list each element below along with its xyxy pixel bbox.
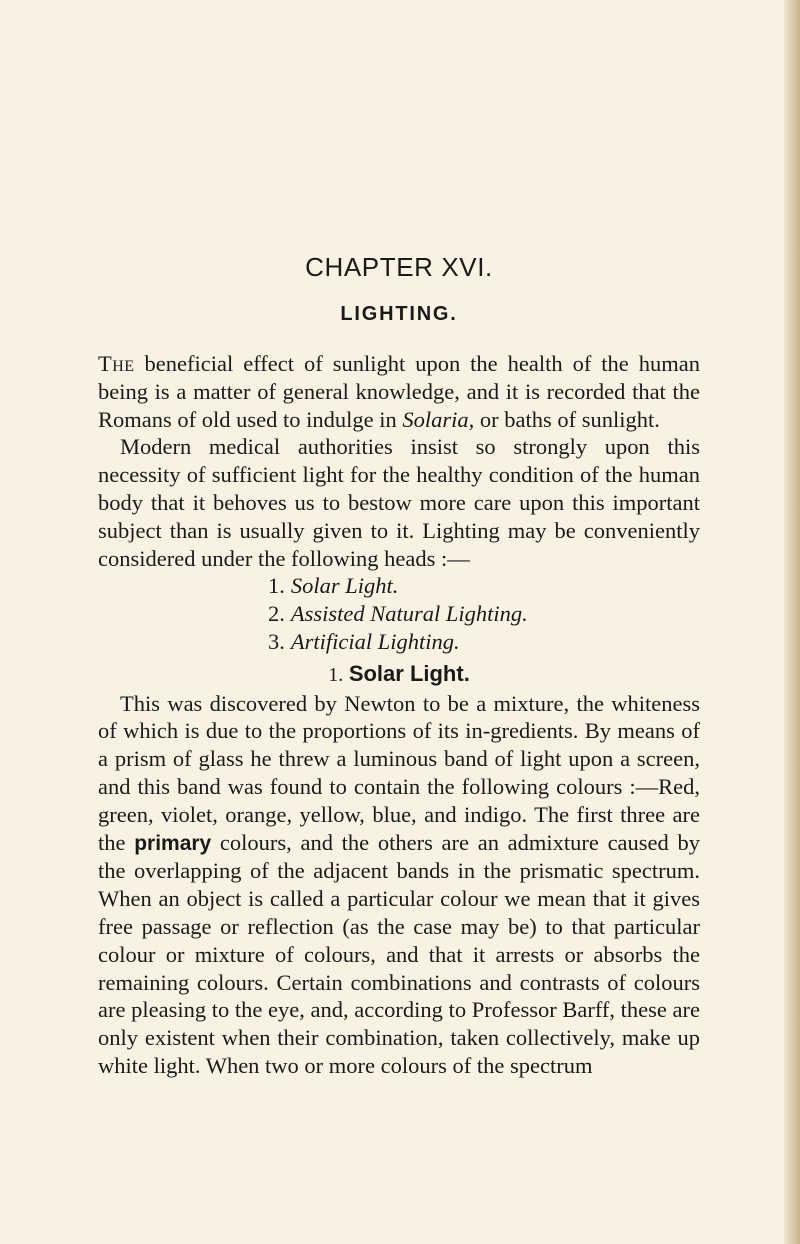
list-item-label: Solar Light. — [290, 573, 399, 599]
solar-light-heading — [98, 660, 700, 690]
chapter-title: CHAPTER XVI. — [305, 252, 493, 282]
intro-tail: or baths of sunlight. — [474, 406, 660, 432]
intro-text: beneficial effect of sunlight upon the health of the human being is a matter of general knowledge, and it is recorded that the Romans of old used to indulge in — [98, 351, 700, 432]
solar-heading-number: 1. — [328, 663, 344, 686]
list-item-number: 2. — [268, 601, 285, 627]
solar-heading-text: Solar Light. — [348, 660, 470, 686]
page-text — [98, 252, 700, 1080]
solaria-italic: Solaria, — [402, 406, 475, 432]
solar-text-a: This was discovered by Newton to be a mixture, the whiteness of which is due to the proportions of its in-gredients. By means of a prism of glass he threw a luminous band of light upon a screen, and this band was found to contain the following colours :—Red, green, violet, orange, yellow, blue, and indigo. The first three are the — [98, 690, 700, 855]
list-item — [268, 600, 700, 628]
list-item-label: Artificial Lighting. — [290, 628, 460, 654]
list-item-label: Assisted Natural Lighting. — [290, 601, 528, 627]
list-item-number: 1. — [268, 573, 285, 599]
list-item-number: 3. — [268, 628, 285, 654]
section-title: LIGHTING. — [340, 303, 458, 325]
list-item — [268, 628, 700, 656]
list-item — [268, 572, 700, 600]
intro-paragraph-1 — [98, 350, 700, 433]
intro-paragraph-2: Modern medical authorities insist so strongly upon this necessity of sufficient light for the healthy condition of the human body that it behoves us to bestow more care upon this important subject than is usually given to it. Lighting may be conveniently considered under the following heads :— — [98, 434, 700, 571]
solar-paragraph — [98, 690, 700, 1080]
lead-word: The — [98, 351, 135, 376]
solar-text-b: colours, and the others are an admixture caused by the overlapping of the adjacent bands in the prismatic spectrum. When an object is called a particular colour we mean that it gives free passage or reflection (as the case may be) to that particular colour or mixture of colours, and that it arrests or absorbs the remaining colours. Certain combinations and contrasts of colours are pleasing to the eye, and, according to Professor Barff, these are only existent when their combination, taken collectively, make up white light. When two or more colours of the spectrum — [98, 829, 700, 1078]
heads-list — [98, 572, 700, 655]
primary-bold: primary — [134, 831, 212, 855]
page-edge-shadow — [784, 0, 800, 1244]
